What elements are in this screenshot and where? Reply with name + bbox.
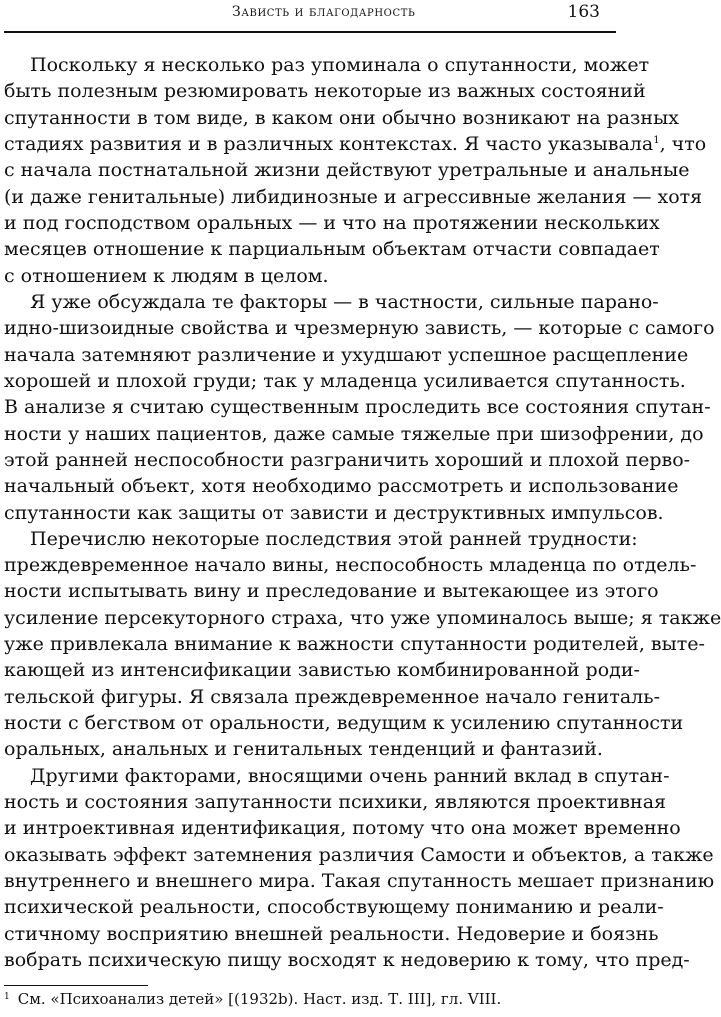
text-line: вобрать психическую пищу восходят к недоверию к тому, что пред- (4, 949, 690, 971)
footnote-reference: 1 (653, 134, 660, 146)
text-line: этой ранней неспособности разграничить хороший и плохой перво- (4, 448, 691, 471)
footnote-rule (4, 985, 148, 986)
footnote-text: См. «Психоанализ детей» [(1932b). Наст. изд. Т. III], гл. VIII. (17, 990, 502, 1008)
text-line: усиление персекуторного страха, что уже упоминалось выше; я также (4, 606, 721, 629)
text-line: внутреннего и внешнего мира. Такая спутанность мешает признанию (4, 870, 715, 893)
page-number: 163 (567, 2, 600, 22)
text-line-part: , что (659, 132, 707, 155)
text-line: начальный объект, хотя необходимо рассмотреть и использование (4, 475, 679, 498)
text-line: Другими факторами, вносящими очень ранний вклад в спутан- (30, 764, 670, 787)
text-line: месяцев отношение к парциальным объектам отчасти совпадает (4, 238, 660, 261)
running-head (0, 0, 620, 30)
text-line: оральных, анальных и генитальных тенденций и фантазий. (4, 738, 603, 761)
text-line: быть полезным резюмировать некоторые из важных состояний (4, 80, 646, 103)
text-line: Перечислю некоторые последствия этой ранней трудности: (30, 527, 638, 550)
text-line: Я уже обсуждала те факторы — в частности, сильные парано- (30, 290, 659, 313)
text-line: оказывать эффект затемнения различия Самости и объектов, а также (4, 843, 714, 866)
text-line: с начала постнатальной жизни действуют уретральные и анальные (4, 159, 690, 182)
text-line: ности с бегством от оральности, ведущим к усилению спутанности (4, 712, 684, 735)
text-line: хорошей и плохой груди; так у младенца усиливается спутанность. (4, 369, 686, 392)
text-line: идно-шизоидные свойства и чрезмерную зависть, — которые с самого (4, 317, 715, 340)
text-line: психической реальности, способствующему пониманию и реали- (4, 896, 664, 919)
text-line: стичному восприятию внешней реальности. Недоверие и боязнь (4, 922, 659, 945)
text-line: кающей из интенсификации завистью комбинированной роди- (4, 659, 640, 682)
text-line-part: стадиях развития и в различных контекстах. Я часто указывала (4, 132, 654, 155)
text-line: начала затемняют различение и ухудшают успешное расщепление (4, 343, 689, 366)
text-line: и под господством оральных — и что на протяжении нескольких (4, 211, 660, 234)
text-line: Поскольку я несколько раз упоминала о спутанности, может (30, 54, 650, 76)
text-line: спутанности в том виде, в каком они обычно возникают на разных (4, 106, 679, 129)
text-line: ность и состояния запутанности психики, являются проективная (4, 791, 667, 814)
text-line: и интроективная идентификация, потому что она может временно (4, 817, 681, 840)
footnote (4, 990, 501, 1008)
text-line: спутанности как защиты от зависти и деструктивных импульсов. (4, 501, 664, 524)
text-line: тельской фигуры. Я связала преждевременное начало гениталь- (4, 685, 660, 708)
text-line: В анализе я считаю существенным проследить все состояния спутан- (4, 396, 711, 419)
text-line: с отношением к людям в целом. (4, 264, 329, 287)
text-line: ности испытывать вину и преследование и вытекающее из этого (4, 580, 659, 603)
running-title: Зависть и благодарность (232, 4, 416, 20)
footnote-marker: 1 (4, 992, 10, 1002)
text-line (4, 131, 707, 157)
text-line: преждевременное начало вины, неспособность младенца по отдель- (4, 554, 697, 577)
text-line: (и даже генитальные) либидинозные и агрессивные желания — хотя (4, 185, 703, 208)
text-line: ности у наших пациентов, даже самые тяжелые при шизофрении, до (4, 422, 704, 445)
header-rule (4, 31, 616, 33)
text-line: уже привлекала внимание к важности спутанности родителей, выте- (4, 633, 705, 656)
